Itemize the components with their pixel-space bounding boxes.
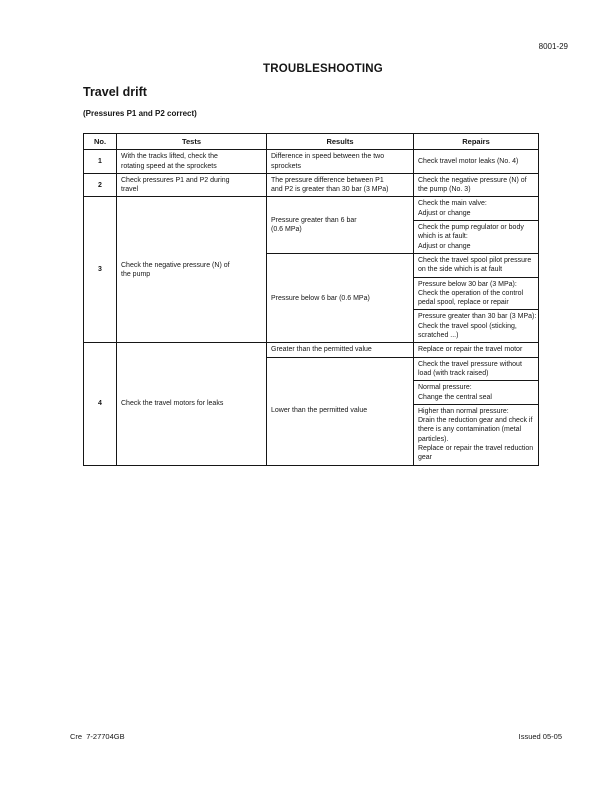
page-subheading: (Pressures P1 and P2 correct) (83, 109, 197, 118)
cell-row2-repair: Check the negative pressure (N) of the pump (No. 3) (414, 173, 539, 197)
cell-row4-no: 4 (84, 343, 117, 465)
cell-row3-repair-pump-regulator: Check the pump regulator or body which is at fault: Adjust or change (414, 221, 539, 254)
cell-row3-test: Check the negative pressure (N) of the pump (117, 197, 267, 343)
cell-row3-repair-above-30bar: Pressure greater than 30 bar (3 MPa): Check the travel spool (sticking, scratched ...) (414, 310, 539, 343)
cell-row1-test: With the tracks lifted, check the rotating speed at the sprockets (117, 150, 267, 174)
column-header-no: No. (84, 134, 117, 150)
cell-row2-test: Check pressures P1 and P2 during travel (117, 173, 267, 197)
cell-row3-no: 3 (84, 197, 117, 343)
cell-row4-repair-replace-motor: Replace or repair the travel motor (414, 343, 539, 357)
cell-row2-result: The pressure difference between P1 and P2 is greater than 30 bar (3 MPa) (267, 173, 414, 197)
page-heading: Travel drift (83, 85, 147, 99)
cell-row1-result: Difference in speed between the two sprockets (267, 150, 414, 174)
column-header-repairs: Repairs (414, 134, 539, 150)
page-number: 8001-29 (538, 42, 568, 51)
cell-row2-no: 2 (84, 173, 117, 197)
cell-row3-repair-below-30bar: Pressure below 30 bar (3 MPa): Check the operation of the control pedal spool, replace or repair (414, 277, 539, 310)
cell-row4-repair-check-pressure: Check the travel pressure without load (with track raised) (414, 357, 539, 381)
cell-row1-repair: Check travel motor leaks (No. 4) (414, 150, 539, 174)
cell-row1-no: 1 (84, 150, 117, 174)
column-header-tests: Tests (117, 134, 267, 150)
section-title: TROUBLESHOOTING (263, 63, 383, 75)
cell-row4-test: Check the travel motors for leaks (117, 343, 267, 465)
table-row (84, 150, 539, 174)
cell-row3-result-high: Pressure greater than 6 bar (0.6 MPa) (267, 197, 414, 253)
table-row (84, 343, 539, 357)
footer-issued-date: Issued 05-05 (518, 732, 562, 741)
cell-row4-repair-normal-pressure: Normal pressure: Change the central seal (414, 381, 539, 405)
table-row (84, 197, 539, 221)
troubleshooting-table (83, 133, 539, 466)
cell-row3-repair-pilot-pressure: Check the travel spool pilot pressure on the side which is at fault (414, 253, 539, 277)
table-header-row (84, 134, 539, 150)
column-header-results: Results (267, 134, 414, 150)
cell-row4-result-greater: Greater than the permitted value (267, 343, 414, 357)
cell-row3-result-low: Pressure below 6 bar (0.6 MPa) (267, 253, 414, 342)
cell-row3-repair-main-valve: Check the main valve: Adjust or change (414, 197, 539, 221)
table-row (84, 173, 539, 197)
cell-row4-result-lower: Lower than the permitted value (267, 357, 414, 465)
footer-reference: Cre 7-27704GB (70, 732, 125, 741)
cell-row4-repair-higher-pressure: Higher than normal pressure: Drain the reduction gear and check if there is any contamination (metal particles). Replace or repair the travel reduction gear (414, 404, 539, 465)
